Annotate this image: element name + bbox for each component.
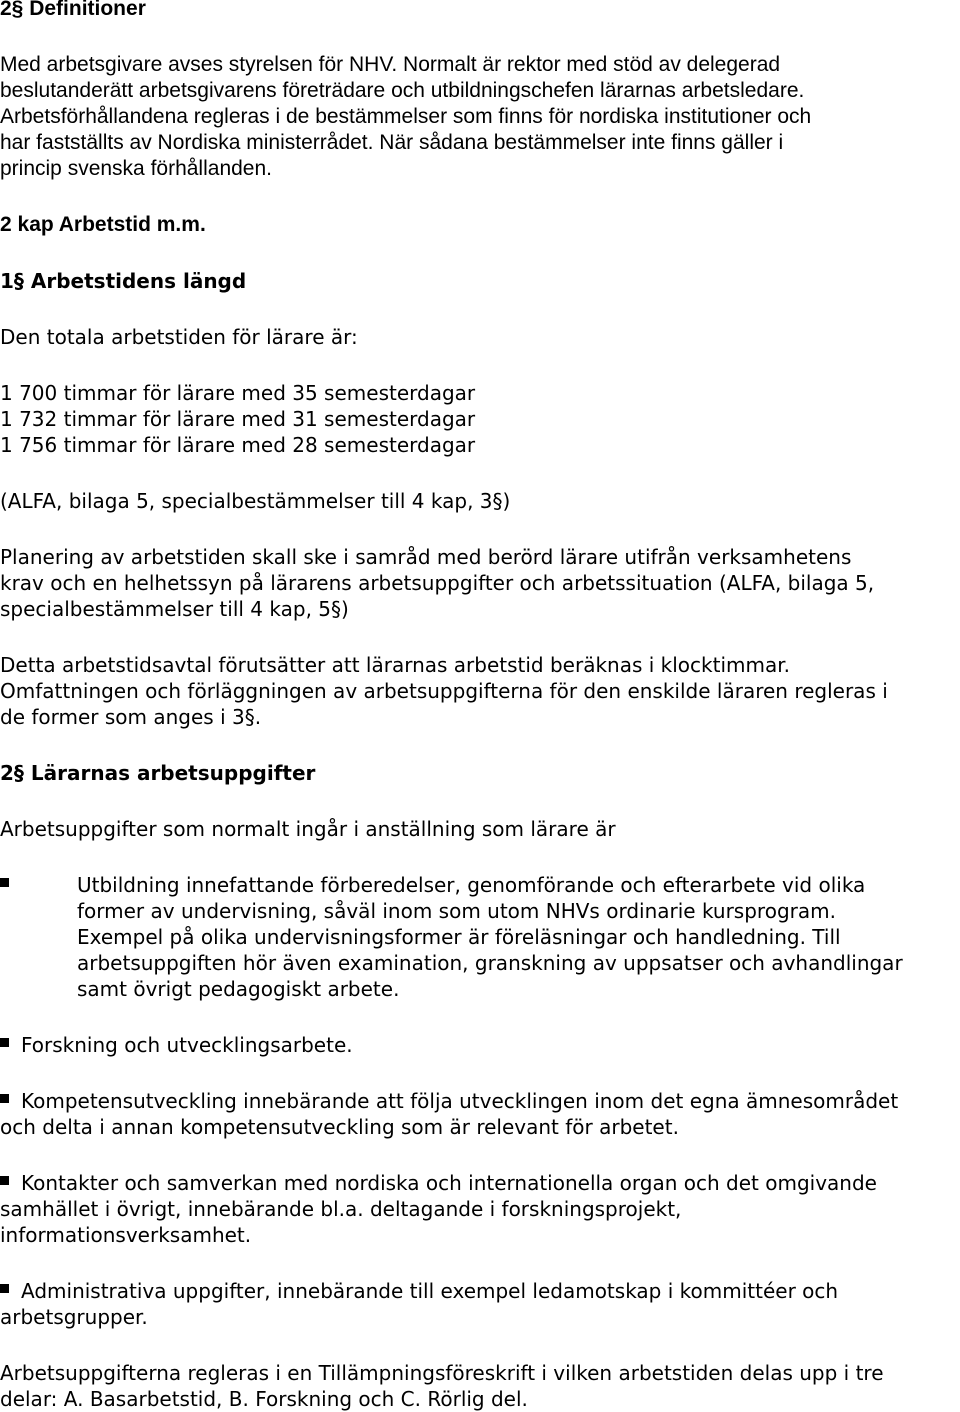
bullet-line: Utbildning innefattande förberedelser, genomförande och efterarbete vid olika: [77, 873, 866, 897]
section-heading-definitions: 2§ Definitioner: [0, 0, 146, 20]
section-heading-length: 1§ Arbetstidens längd: [0, 269, 247, 293]
paragraph-line: krav och en helhetssyn på lärarens arbetsuppgifter och arbetssituation (ALFA, bilaga 5,: [0, 571, 875, 595]
paragraph-line: delar: A. Basarbetstid, B. Forskning och C. Rörlig del.: [0, 1387, 528, 1411]
paragraph-line: har fastställts av Nordiska ministerrådet. När sådana bestämmelser inte finns gäller i: [0, 131, 784, 154]
bullet-line: Forskning och utvecklingsarbete.: [21, 1033, 353, 1057]
paragraph-line: Med arbetsgivare avses styrelsen för NHV. Normalt är rektor med stöd av delegerad: [0, 53, 781, 76]
paragraph-line: specialbestämmelser till 4 kap, 5§): [0, 597, 349, 621]
bullet-line: Kompetensutveckling innebärande att följa utvecklingen inom det egna ämnesområdet: [21, 1089, 899, 1113]
square-bullet-icon: [0, 878, 9, 887]
bullet-line: arbetsgrupper.: [0, 1305, 148, 1329]
bullet-line: arbetsuppgiften hör även examination, granskning av uppsatser och avhandlingar: [77, 951, 903, 975]
section-heading-tasks: 2§ Lärarnas arbetsuppgifter: [0, 761, 316, 785]
hours-line: 1 732 timmar för lärare med 31 semesterdagar: [0, 407, 476, 431]
bullet-line: samt övrigt pedagogiskt arbete.: [77, 977, 400, 1001]
paragraph-line: Detta arbetstidsavtal förutsätter att lärarnas arbetstid beräknas i klocktimmar.: [0, 653, 790, 677]
square-bullet-icon: [0, 1038, 9, 1047]
intro-text: Den totala arbetstiden för lärare är:: [0, 325, 358, 349]
square-bullet-icon: [0, 1176, 9, 1185]
bullet-line: former av undervisning, såväl inom som utom NHVs ordinarie kursprogram.: [77, 899, 836, 923]
intro-text: Arbetsuppgifter som normalt ingår i anställning som lärare är: [0, 817, 616, 841]
paragraph-line: Arbetsförhållandena regleras i de bestämmelser som finns för nordiska institutioner och: [0, 105, 812, 128]
square-bullet-icon: [0, 1284, 9, 1293]
hours-line: 1 700 timmar för lärare med 35 semesterdagar: [0, 381, 476, 405]
bullet-line: informationsverksamhet.: [0, 1223, 252, 1247]
paragraph-line: Planering av arbetstiden skall ske i samråd med berörd lärare utifrån verksamhetens: [0, 545, 852, 569]
bullet-line: samhället i övrigt, innebärande bl.a. deltagande i forskningsprojekt,: [0, 1197, 682, 1221]
bullet-line: Exempel på olika undervisningsformer är föreläsningar och handledning. Till: [77, 925, 841, 949]
hours-line: 1 756 timmar för lärare med 28 semesterdagar: [0, 433, 476, 457]
paragraph-line: de former som anges i 3§.: [0, 705, 262, 729]
reference-text: (ALFA, bilaga 5, specialbestämmelser till 4 kap, 3§): [0, 489, 511, 513]
bullet-line: Administrativa uppgifter, innebärande till exempel ledamotskap i kommittéer och: [21, 1279, 839, 1303]
paragraph-line: Omfattningen och förläggningen av arbetsuppgifterna för den enskilde läraren regleras i: [0, 679, 888, 703]
bullet-line: och delta i annan kompetensutveckling som är relevant för arbetet.: [0, 1115, 679, 1139]
paragraph-line: Arbetsuppgifterna regleras i en Tillämpningsföreskrift i vilken arbetstiden delas upp i tre: [0, 1361, 884, 1385]
bullet-line: Kontakter och samverkan med nordiska och internationella organ och det omgivande: [21, 1171, 877, 1195]
chapter-heading: 2 kap Arbetstid m.m.: [0, 213, 206, 236]
paragraph-line: beslutanderätt arbetsgivarens företrädare och utbildningschefen lärarnas arbetsledare.: [0, 79, 805, 102]
paragraph-line: princip svenska förhållanden.: [0, 157, 272, 180]
square-bullet-icon: [0, 1094, 9, 1103]
